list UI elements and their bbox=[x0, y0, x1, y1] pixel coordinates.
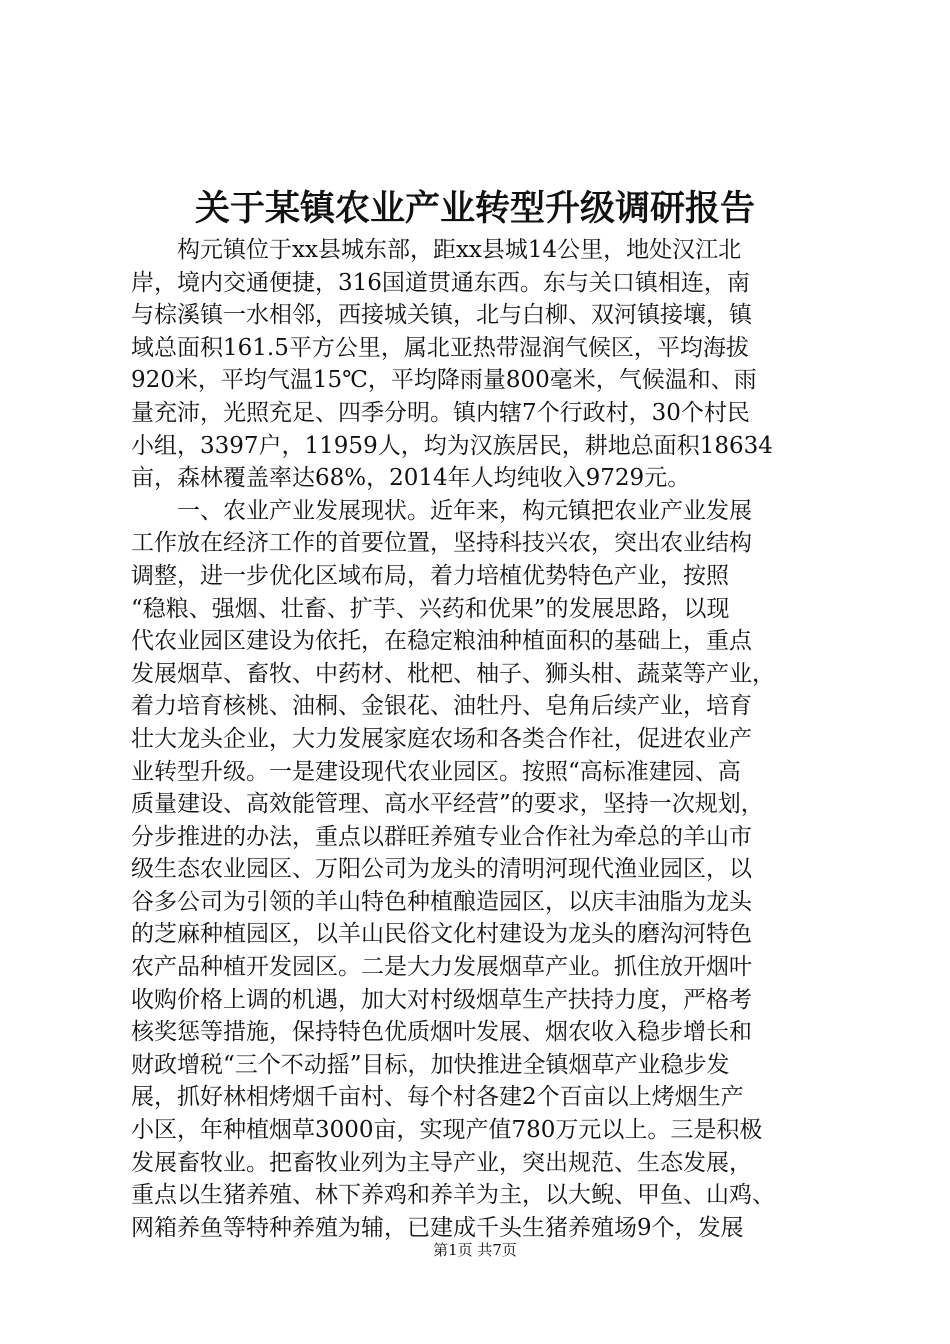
text-line: 质量建设、高效能管理、高水平经营”的要求，坚持一次规划， bbox=[131, 791, 764, 818]
text-line: 一、农业产业发展现状。近年来，构元镇把农业产业发展 bbox=[131, 497, 752, 524]
text-line: 调整，进一步优化区域布局，着力培植优势特色产业，按照 bbox=[131, 562, 729, 589]
text-line: 分步推进的办法，重点以群旺养殖专业合作社为牵总的羊山市 bbox=[131, 823, 752, 850]
page-footer: 第1页 共7页 bbox=[433, 1241, 517, 1259]
text-line: 代农业园区建设为依托，在稳定粮油种植面积的基础上，重点 bbox=[131, 628, 752, 655]
text-line: 亩，森林覆盖率达68%，2014年人均纯收入9729元。 bbox=[131, 465, 691, 492]
text-line: 着力培育核桃、油桐、金银花、油牡丹、皂角后续产业，培育 bbox=[131, 693, 752, 720]
text-line: 壮大龙头企业，大力发展家庭农场和各类合作社，促进农业产 bbox=[131, 725, 752, 752]
text-line: 收购价格上调的机遇，加大对村级烟草生产扶持力度，严格考 bbox=[131, 986, 752, 1013]
text-line: 920米，平均气温15℃，平均降雨量800毫米，气候温和、雨 bbox=[131, 367, 757, 394]
text-line: 重点以生猪养殖、林下养鸡和养羊为主，以大鲵、甲鱼、山鸡、 bbox=[131, 1182, 775, 1209]
document-body bbox=[131, 234, 827, 1244]
text-line: 岸，境内交通便捷，316国道贯通东西。东与关口镇相连，南 bbox=[131, 269, 750, 296]
text-line: 与棕溪镇一水相邻，西接城关镇，北与白柳、双河镇接壤，镇 bbox=[131, 302, 752, 329]
text-line: 网箱养鱼等特种养殖为辅，已建成千头生猪养殖场9个，发展 bbox=[131, 1214, 744, 1241]
text-line: “稳粮、强烟、壮畜、扩芋、兴药和优果”的发展思路，以现 bbox=[131, 595, 730, 622]
text-line: 谷多公司为引领的羊山特色种植酿造园区，以庆丰油脂为龙头 bbox=[131, 888, 752, 915]
text-line: 财政增税“三个不动摇”目标，加快推进全镇烟草产业稳步发 bbox=[131, 1051, 730, 1078]
text-line: 构元镇位于xx县城东部，距xx县城14公里，地处汉江北 bbox=[131, 237, 742, 263]
text-line: 发展畜牧业。把畜牧业列为主导产业，突出规范、生态发展， bbox=[131, 1149, 752, 1176]
text-line: 工作放在经济工作的首要位置，坚持科技兴农，突出农业结构 bbox=[131, 530, 752, 557]
text-line: 的芝麻种植园区，以羊山民俗文化村建设为龙头的磨沟河特色 bbox=[131, 921, 752, 948]
text-line: 展，抓好林相烤烟千亩村、每个村各建2个百亩以上烤烟生产 bbox=[131, 1084, 744, 1111]
text-line: 小区，年种植烟草3000亩，实现产值780万元以上。三是积极 bbox=[131, 1117, 763, 1144]
text-line: 业转型升级。一是建设现代农业园区。按照“高标准建园、高 bbox=[131, 758, 741, 785]
document-title: 关于某镇农业产业转型升级调研报告 bbox=[194, 188, 755, 229]
text-line: 级生态农业园区、万阳公司为龙头的清明河现代渔业园区，以 bbox=[131, 856, 752, 883]
text-line: 小组，3397户，11959人，均为汉族居民，耕地总面积18634 bbox=[131, 432, 773, 459]
text-line: 核奖惩等措施，保持特色优质烟叶发展、烟农收入稳步增长和 bbox=[131, 1019, 752, 1046]
text-line: 域总面积161.5平方公里，属北亚热带湿润气候区，平均海拔 bbox=[131, 334, 749, 361]
text-line: 农产品种植开发园区。二是大力发展烟草产业。抓住放开烟叶 bbox=[131, 954, 752, 981]
text-line: 发展烟草、畜牧、中药材、枇杷、柚子、狮头柑、蔬菜等产业， bbox=[131, 660, 775, 687]
text-line: 量充沛，光照充足、四季分明。镇内辖7个行政村，30个村民 bbox=[131, 399, 750, 426]
